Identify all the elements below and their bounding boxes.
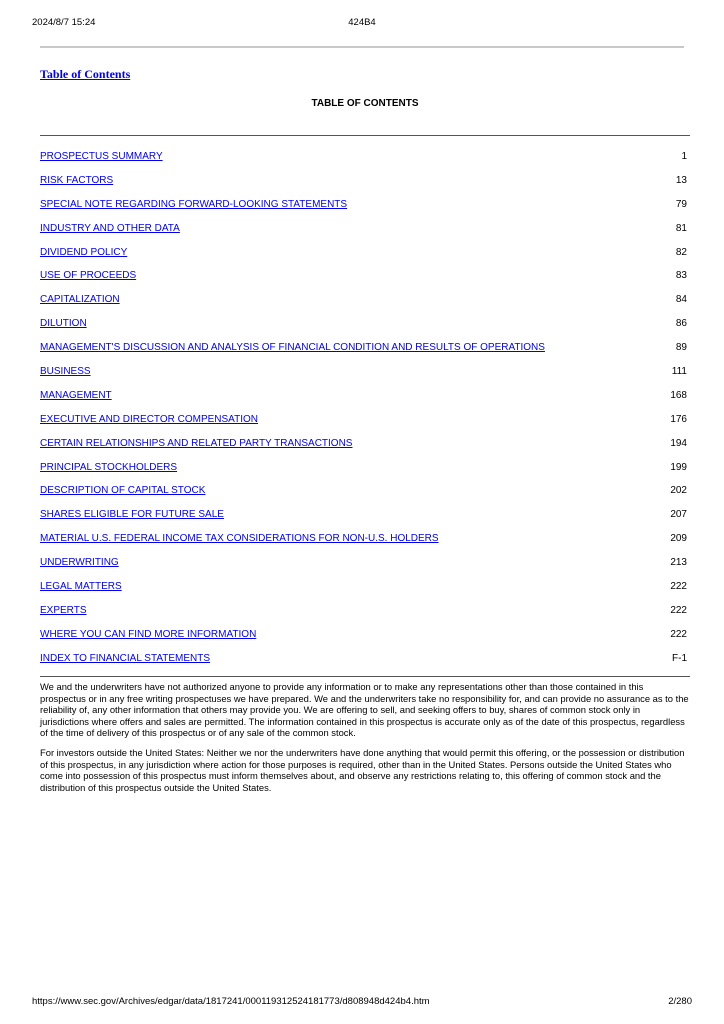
toc-row — [40, 290, 687, 314]
print-doc-code: 424B4 — [348, 17, 376, 28]
toc-entry-link[interactable]: LEGAL MATTERS — [40, 581, 122, 593]
toc-row — [40, 410, 687, 434]
toc-entry-link[interactable]: UNDERWRITING — [40, 557, 119, 569]
toc-entry-link[interactable]: WHERE YOU CAN FIND MORE INFORMATION — [40, 628, 257, 640]
toc-entry-link[interactable]: MANAGEMENT'S DISCUSSION AND ANALYSIS OF FINANCIAL CONDITION AND RESULTS OF OPERATIONS — [40, 342, 545, 354]
toc-entry-link[interactable]: MANAGEMENT — [40, 389, 112, 401]
toc-page-number: 111 — [671, 366, 687, 378]
toc-entry-link[interactable]: CERTAIN RELATIONSHIPS AND RELATED PARTY TRANSACTIONS — [40, 437, 353, 449]
toc-row — [40, 219, 687, 243]
toc-entry-link[interactable]: PRINCIPAL STOCKHOLDERS — [40, 461, 178, 473]
toc-page-number: 86 — [675, 318, 687, 330]
toc-page-number: 222 — [670, 604, 687, 616]
disclaimer-paragraph: For investors outside the United States: Neither we nor the underwriters have done anything that would permit this offering, or the possession or distribution of this prospectus, in any jurisdiction where action for those purposes is required, other than in the United States. Persons outside the United States who come into possession of this prospectus must inform themselves about, and observe any restrictions relating to, this offering of common stock and the distribution of this prospectus outside the United States. — [40, 746, 685, 793]
toc-row — [40, 434, 687, 458]
toc-bottom-rule — [40, 676, 690, 677]
toc-entry-link[interactable]: SPECIAL NOTE REGARDING FORWARD-LOOKING STATEMENTS — [40, 198, 348, 210]
toc-row — [40, 458, 687, 482]
toc-row — [40, 553, 687, 577]
toc-entry-link[interactable]: USE OF PROCEEDS — [40, 270, 137, 282]
toc-page-number: 209 — [670, 533, 687, 545]
toc-entry-link[interactable]: EXPERTS — [40, 604, 87, 616]
toc-entry-link[interactable]: DESCRIPTION OF CAPITAL STOCK — [40, 485, 206, 497]
toc-row — [40, 386, 687, 410]
toc-entry-link[interactable]: EXECUTIVE AND DIRECTOR COMPENSATION — [40, 413, 258, 425]
toc-entry-link[interactable]: MATERIAL U.S. FEDERAL INCOME TAX CONSIDERATIONS FOR NON-U.S. HOLDERS — [40, 533, 439, 545]
toc-entry-link[interactable]: INDUSTRY AND OTHER DATA — [40, 222, 180, 234]
toc-entry-link[interactable]: CAPITALIZATION — [40, 294, 120, 306]
toc-page-number: 81 — [675, 222, 687, 234]
toc-entry-link[interactable]: RISK FACTORS — [40, 174, 114, 186]
toc-entry-link[interactable]: DIVIDEND POLICY — [40, 246, 128, 258]
toc-row — [40, 601, 687, 625]
toc-page-number: 13 — [675, 174, 687, 186]
toc-page-number: 194 — [670, 437, 687, 449]
print-datetime: 2024/8/7 15:24 — [32, 17, 96, 28]
toc-page-number: 199 — [670, 461, 687, 473]
toc-top-rule — [40, 135, 690, 136]
toc-row — [40, 362, 687, 386]
toc-row — [40, 171, 687, 195]
toc-row — [40, 481, 687, 505]
toc-page-number: 79 — [675, 198, 687, 210]
toc-row — [40, 338, 687, 362]
toc-page-number: 222 — [670, 581, 687, 593]
toc-list — [40, 147, 687, 673]
disclaimer — [40, 681, 690, 801]
toc-row — [40, 505, 687, 529]
toc-row — [40, 625, 687, 649]
toc-page-number: 84 — [675, 294, 687, 306]
toc-page-number: F-1 — [672, 652, 687, 664]
toc-page-number: 82 — [675, 246, 687, 258]
toc-page-number: 202 — [670, 485, 687, 497]
toc-row — [40, 195, 687, 219]
print-footer — [32, 996, 692, 1010]
toc-entry-link[interactable]: INDEX TO FINANCIAL STATEMENTS — [40, 652, 211, 664]
toc-row — [40, 147, 687, 171]
toc-row — [40, 314, 687, 338]
toc-entry-link[interactable]: DILUTION — [40, 318, 87, 330]
toc-entry-link[interactable]: PROSPECTUS SUMMARY — [40, 151, 163, 162]
print-url: https://www.sec.gov/Archives/edgar/data/1817241/000119312524181773/d808948d424b4.htm — [32, 996, 430, 1007]
top-divider — [40, 46, 684, 48]
toc-heading: TABLE OF CONTENTS — [311, 98, 419, 109]
toc-row — [40, 243, 687, 267]
toc-page-number: 1 — [681, 151, 687, 162]
toc-entry-link[interactable]: SHARES ELIGIBLE FOR FUTURE SALE — [40, 509, 224, 521]
toc-page-number: 89 — [675, 342, 687, 354]
toc-page-number: 83 — [675, 270, 687, 282]
print-header — [32, 17, 692, 31]
toc-page-number: 207 — [670, 509, 687, 521]
print-page-indicator: 2/280 — [668, 996, 692, 1007]
toc-page-number: 168 — [670, 389, 687, 401]
disclaimer-paragraph: We and the underwriters have not authorized anyone to provide any information or to make any representations other than those contained in this prospectus or in any free writing prospectuses we have prepared. We and the underwriters take no responsibility for, and can provide no assurance as to the reliability of, any other information that others may provide you. We are offering to sell, and seeking offers to buy, shares of common stock only in jurisdictions where offers and sales are permitted. The information contained in this prospectus is accurate only as of the date of this prospectus, regardless of the time of delivery of this prospectus or of any sale of the common stock. — [40, 681, 689, 739]
table-of-contents-link[interactable]: Table of Contents — [40, 67, 131, 81]
toc-row — [40, 266, 687, 290]
toc-row — [40, 649, 687, 673]
toc-page-number: 222 — [670, 628, 687, 640]
toc-page-number: 176 — [670, 413, 687, 425]
toc-row — [40, 529, 687, 553]
toc-page-number: 213 — [670, 557, 687, 569]
toc-row — [40, 577, 687, 601]
toc-entry-link[interactable]: BUSINESS — [40, 366, 91, 378]
